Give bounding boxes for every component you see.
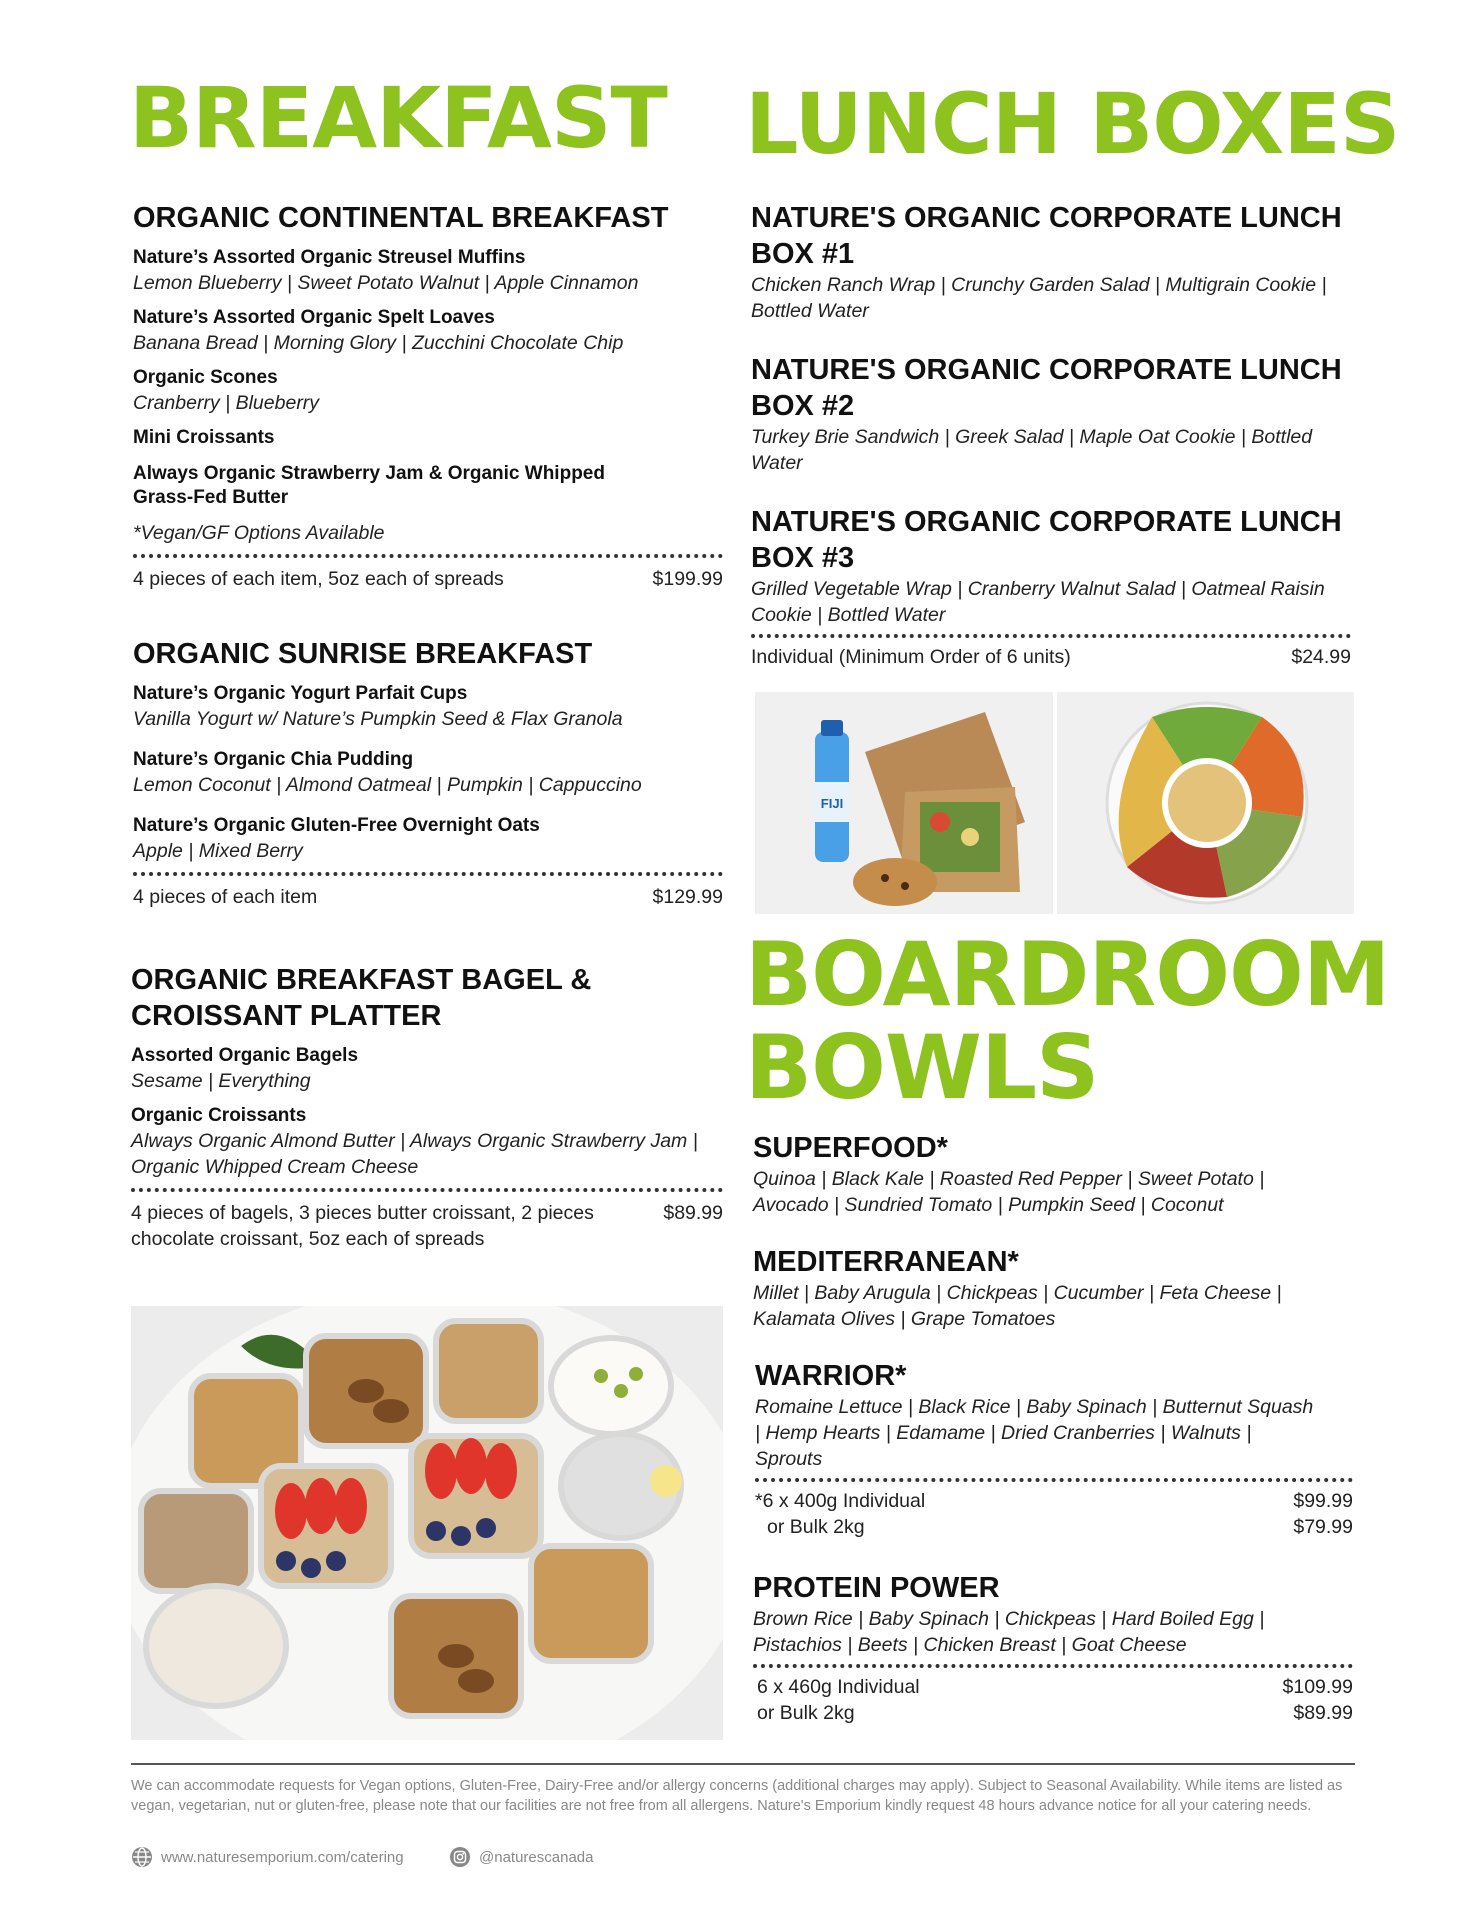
section-title-line: BOX #2 <box>751 390 855 422</box>
salad-bowl-photo <box>1057 692 1354 914</box>
section-title-line: ORGANIC BREAKFAST BAGEL & <box>131 964 592 996</box>
menu-item-name: Nature’s Organic Yogurt Parfait Cups <box>133 683 468 704</box>
price-description: Individual (Minimum Order of 6 units) <box>751 646 1071 668</box>
lunch-boxes-heading: LUNCH BOXES <box>745 75 1400 173</box>
menu-item-name: Nature’s Organic Chia Pudding <box>133 749 414 770</box>
lunch-box-photo <box>755 692 1053 914</box>
menu-item-name: Assorted Organic Bagels <box>131 1045 359 1066</box>
protein-power-bowl-section <box>753 1570 1353 1726</box>
section-title-line: NATURE'S ORGANIC CORPORATE LUNCH <box>751 354 1342 386</box>
boardroom-heading: BOARDROOM <box>745 923 1390 1026</box>
price: $129.99 <box>652 886 723 908</box>
menu-item-desc: Lemon Coconut | Almond Oatmeal | Pumpkin | Cappuccino <box>133 774 642 796</box>
price-row <box>753 1700 1353 1726</box>
menu-item-desc: Banana Bread | Morning Glory | Zucchini Chocolate Chip <box>133 332 624 354</box>
price-description: *6 x 400g Individual <box>755 1490 926 1512</box>
menu-item-name: Mini Croissants <box>133 427 275 448</box>
menu-item-desc: Brown Rice | Baby Spinach | Chickpeas | Hard Boiled Egg | Pistachios | Beets | Chicken Breast | Goat Cheese <box>753 1608 1265 1656</box>
price-description: 4 pieces of each item <box>133 886 318 908</box>
superfood-bowl-section <box>753 1130 1353 1218</box>
price: $89.99 <box>663 1202 723 1224</box>
price: $79.99 <box>1293 1516 1353 1538</box>
menu-item-desc: Sesame | Everything <box>131 1070 311 1092</box>
menu-item-name: Organic Croissants <box>131 1105 307 1126</box>
lunch-box-illustration <box>755 692 1053 914</box>
section-title: MEDITERRANEAN* <box>753 1246 1019 1278</box>
instagram-handle[interactable]: @naturescanada <box>479 1848 594 1866</box>
price: $199.99 <box>652 568 723 590</box>
section-title-line: CROISSANT PLATTER <box>131 1000 442 1032</box>
menu-item-desc: Romaine Lettuce | Black Rice | Baby Spinach | Butternut Squash | Hemp Hearts | Edamame | Dried Cranberries | Walnuts | Sprouts <box>755 1396 1314 1470</box>
menu-item-name: Nature’s Assorted Organic Spelt Loaves <box>133 307 495 328</box>
price-description: 4 pieces of each item, 5oz each of spreads <box>133 568 504 590</box>
price: $89.99 <box>1293 1702 1353 1724</box>
section-title: PROTEIN POWER <box>753 1572 1000 1604</box>
menu-item-desc: Millet | Baby Arugula | Chickpeas | Cucumber | Feta Cheese | Kalamata Olives | Grape Tomatoes <box>753 1282 1282 1330</box>
sunrise-breakfast-section <box>133 636 723 910</box>
lunch-box-1-section <box>751 200 1351 324</box>
section-title-line: NATURE'S ORGANIC CORPORATE LUNCH <box>751 506 1342 538</box>
section-title-line: BOX #3 <box>751 542 855 574</box>
website-link[interactable] <box>131 1846 404 1868</box>
menu-item-desc: Chicken Ranch Wrap | Crunchy Garden Salad | Multigrain Cookie | Bottled Water <box>751 274 1327 322</box>
instagram-icon <box>449 1846 471 1868</box>
price: $109.99 <box>1282 1676 1353 1698</box>
bagel-platter-section <box>131 962 723 1252</box>
instagram-link[interactable] <box>449 1846 593 1868</box>
menu-item-name: Organic Scones <box>133 367 278 388</box>
section-title <box>131 962 723 1034</box>
menu-item-desc: Quinoa | Black Kale | Roasted Red Pepper | Sweet Potato | Avocado | Sundried Tomato | Pumpkin Seed | Coconut <box>753 1168 1265 1216</box>
price-row <box>753 1674 1353 1700</box>
menu-item-desc: Lemon Blueberry | Sweet Potato Walnut | Apple Cinnamon <box>133 272 639 294</box>
salad-bowl-illustration <box>1057 692 1354 914</box>
price-row <box>755 1514 1353 1540</box>
price-row <box>133 884 723 910</box>
price: $99.99 <box>1293 1490 1353 1512</box>
menu-item-name: Always Organic Strawberry Jam & Organic Whipped Grass-Fed Butter <box>133 463 605 508</box>
breakfast-heading: BREAKFAST <box>129 69 667 167</box>
globe-icon <box>131 1846 153 1868</box>
price-description: 4 pieces of bagels, 3 pieces butter croissant, 2 pieces chocolate croissant, 5oz each of spreads <box>131 1202 594 1250</box>
website-url[interactable]: www.naturesemporium.com/catering <box>161 1848 404 1866</box>
warrior-bowl-section <box>755 1358 1353 1540</box>
menu-item-desc: Apple | Mixed Berry <box>133 840 303 862</box>
footer-divider <box>131 1763 1355 1765</box>
price-row <box>755 1488 1353 1514</box>
breakfast-platter-photo <box>131 1306 723 1740</box>
section-title <box>751 200 1351 272</box>
price-row <box>131 1200 723 1252</box>
mediterranean-bowl-section <box>753 1244 1353 1332</box>
section-title <box>751 504 1351 576</box>
menu-item-desc: Always Organic Almond Butter | Always Organic Strawberry Jam | Organic Whipped Cream Cheese <box>131 1130 698 1178</box>
section-title: ORGANIC SUNRISE BREAKFAST <box>133 638 593 670</box>
lunch-box-3-section <box>751 504 1351 670</box>
price-description: or Bulk 2kg <box>767 1516 865 1538</box>
section-title-line: NATURE'S ORGANIC CORPORATE LUNCH <box>751 202 1342 234</box>
price-row <box>751 644 1351 670</box>
footer-note: We can accommodate requests for Vegan options, Gluten-Free, Dairy-Free and/or allergy concerns (additional charges may apply). Subject to Seasonal Availability. While items are listed as vegan, vegetarian, nut or gluten-free, please note that our facilities are not free from all allergens. Nature's Emporium kindly request 48 hours advance notice for all your catering needs. <box>131 1778 1343 1814</box>
section-title <box>751 352 1351 424</box>
price-description: or Bulk 2kg <box>757 1702 855 1724</box>
section-title: ORGANIC CONTINENTAL BREAKFAST <box>133 202 669 234</box>
menu-item-name: Nature’s Organic Gluten-Free Overnight Oats <box>133 815 540 836</box>
options-note: *Vegan/GF Options Available <box>133 522 385 544</box>
bottle-label: FIJI <box>820 796 844 811</box>
section-title: SUPERFOOD* <box>753 1132 948 1164</box>
bowls-heading: BOWLS <box>745 1016 1099 1119</box>
lunch-box-2-section <box>751 352 1351 476</box>
menu-item-desc: Cranberry | Blueberry <box>133 392 320 414</box>
menu-item-desc: Turkey Brie Sandwich | Greek Salad | Maple Oat Cookie | Bottled Water <box>751 426 1313 474</box>
price: $24.99 <box>1291 646 1351 668</box>
section-title-line: BOX #1 <box>751 238 855 270</box>
continental-breakfast-section <box>133 200 723 592</box>
price-row <box>133 566 723 592</box>
price-description: 6 x 460g Individual <box>757 1676 920 1698</box>
menu-item-desc: Grilled Vegetable Wrap | Cranberry Walnut Salad | Oatmeal Raisin Cookie | Bottled Water <box>751 578 1325 626</box>
section-title: WARRIOR* <box>755 1360 907 1392</box>
menu-item-name: Nature’s Assorted Organic Streusel Muffins <box>133 247 526 268</box>
breakfast-platter-illustration <box>131 1306 723 1740</box>
menu-item-desc: Vanilla Yogurt w/ Nature’s Pumpkin Seed & Flax Granola <box>133 708 623 730</box>
